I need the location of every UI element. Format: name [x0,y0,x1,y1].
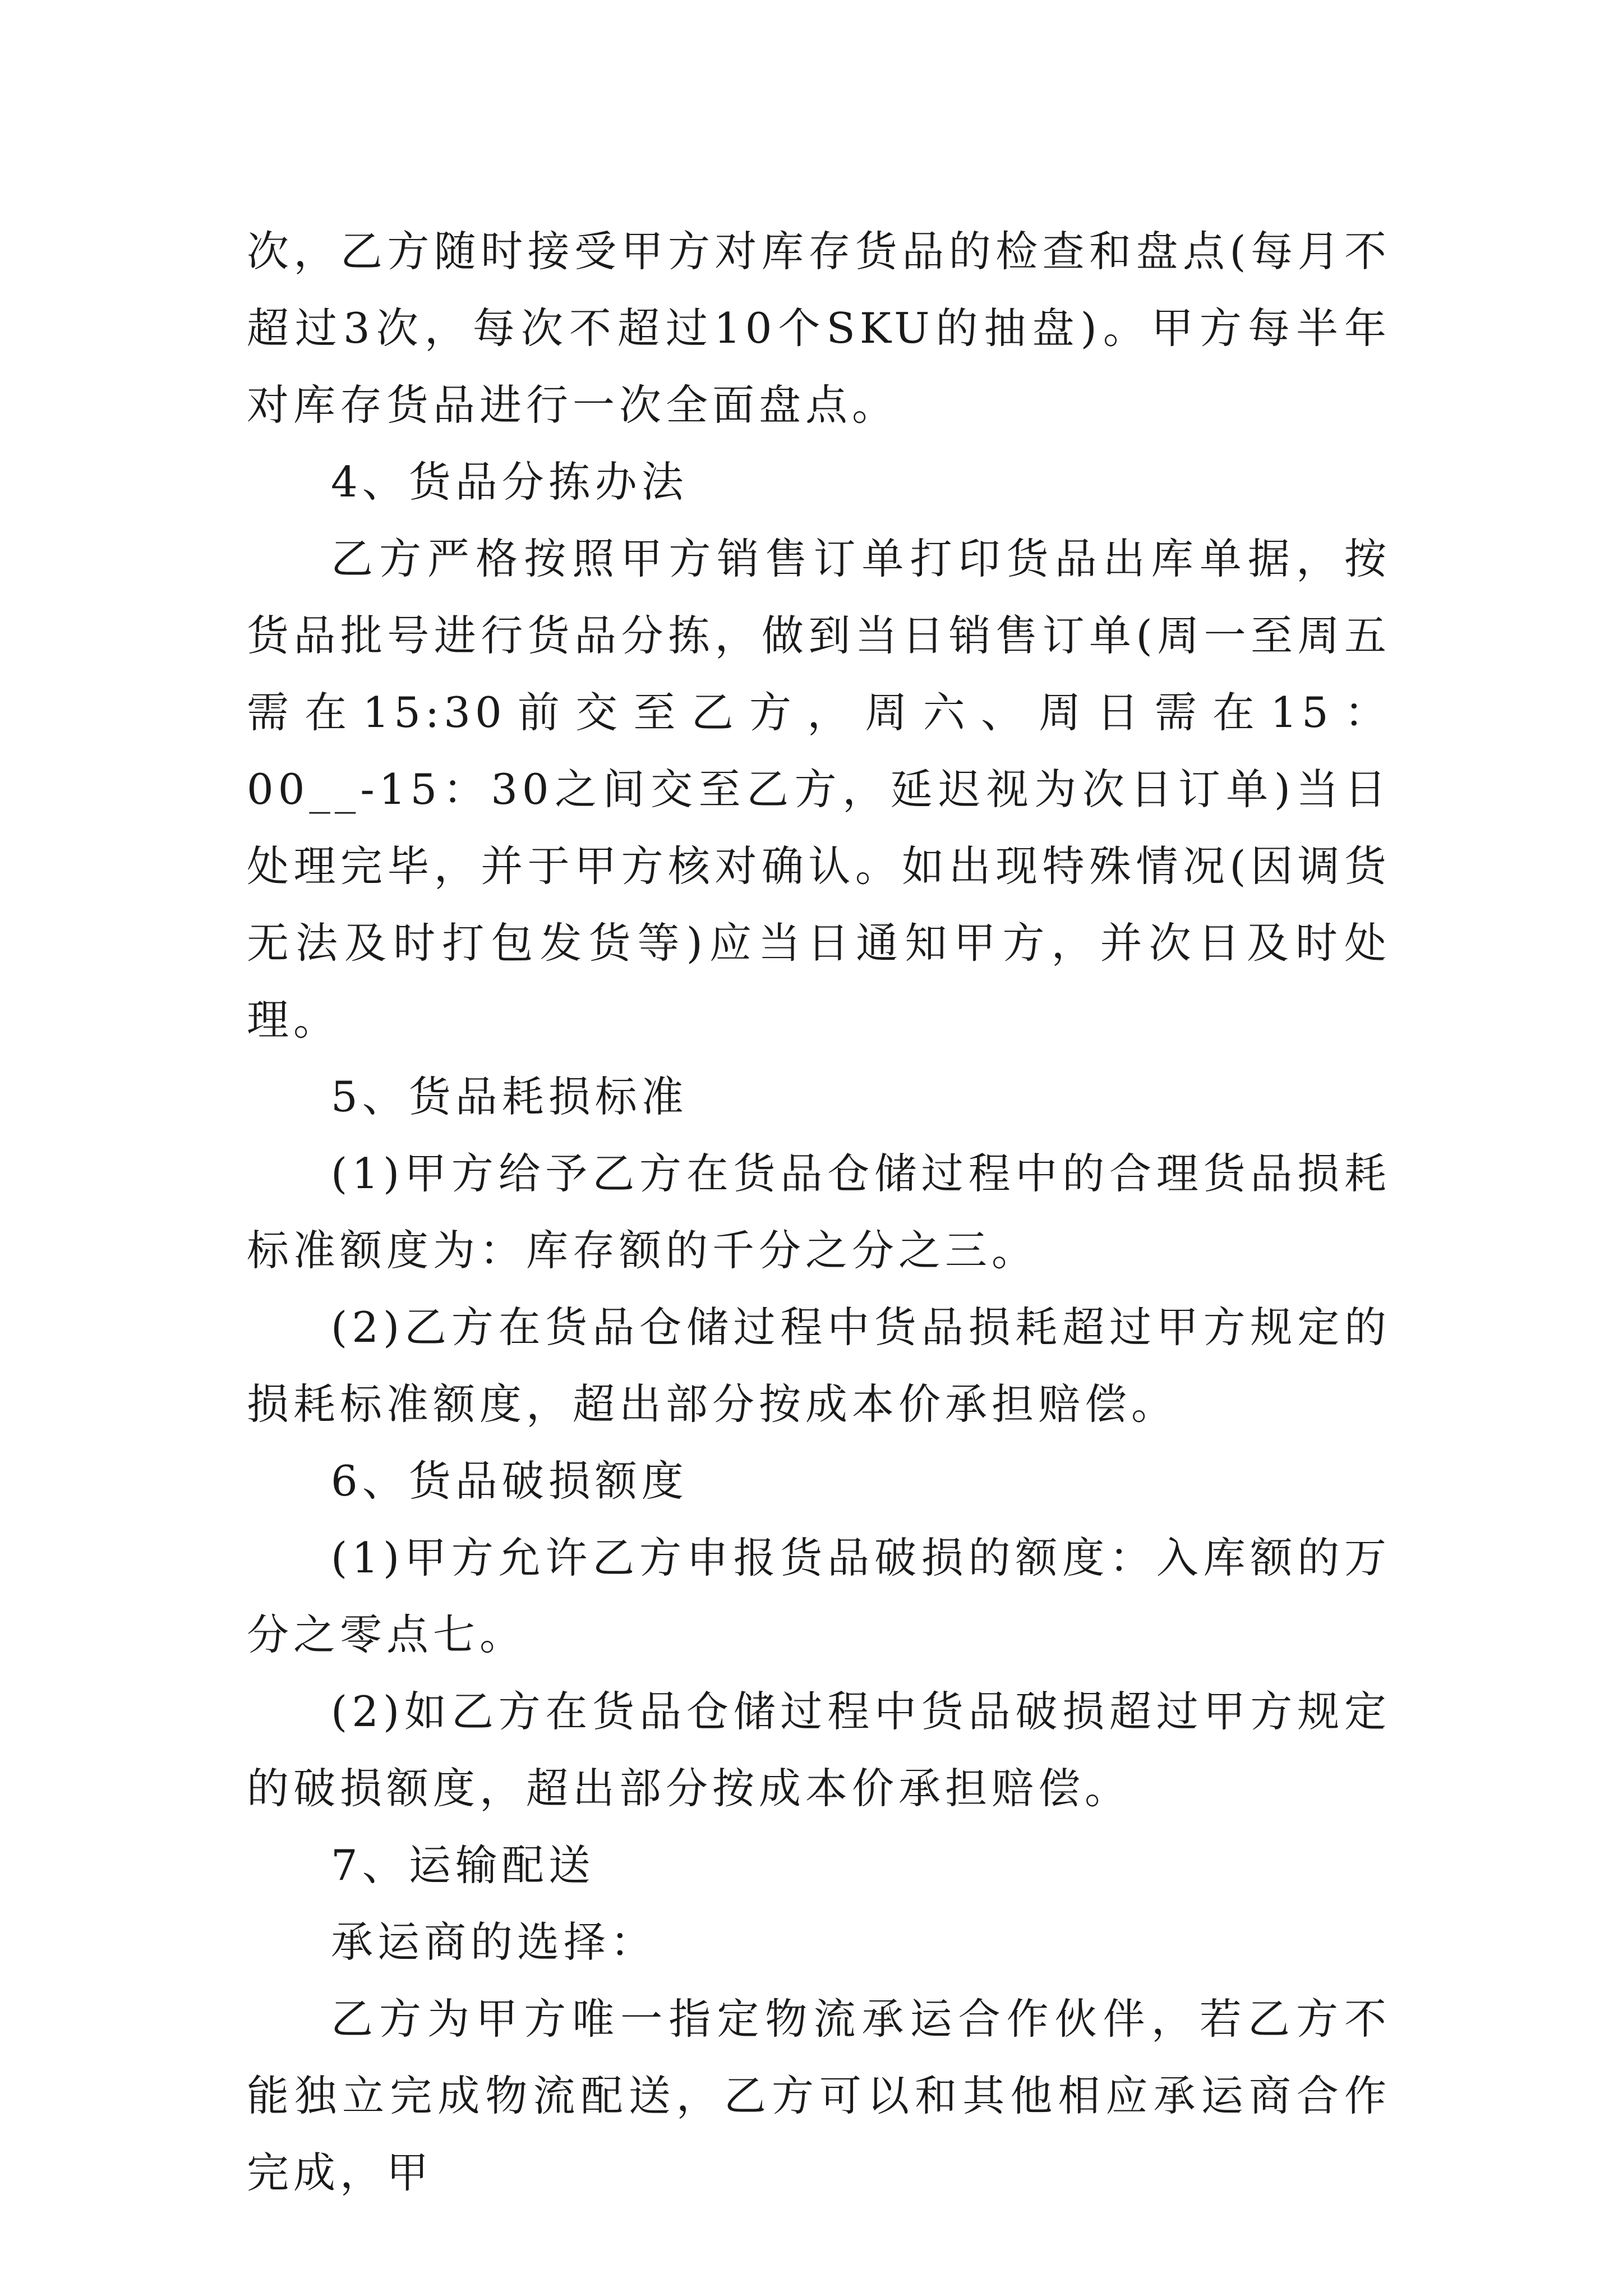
heading-sorting-method: 4、货品分拣办法 [331,457,688,507]
paragraph-sorting-method: 乙方严格按照甲方销售订单打印货品出库单据，按货品批号进行货品分拣，做到当日销售订单(周一至周五需在15:30前交至乙方，周六、周日需在15：00__-15：30之间交至乙方，延迟视为次日订单)当日处理完毕，并于甲方核对确认。如出现特殊情况(因调货无法及时打包发货等)应当日通知甲方，并次日及时处理。 [247,534,1391,1045]
paragraph-loss-standard-2: (2)乙方在货品仓储过程中货品损耗超过甲方规定的损耗标准额度，超出部分按成本价承担赔偿。 [247,1303,1391,1429]
heading-transport: 7、运输配送 [331,1841,595,1890]
document-body [247,213,1391,2211]
paragraph-carrier-selection: 乙方为甲方唯一指定物流承运合作伙伴，若乙方不能独立完成物流配送，乙方可以和其他相应承运商合作完成，甲 [247,1994,1391,2197]
heading-loss-standard: 5、货品耗损标准 [331,1072,688,1121]
paragraph-damage-limit-1: (1)甲方允许乙方申报货品破损的额度：入库额的万分之零点七。 [247,1533,1391,1659]
heading-damage-limit: 6、货品破损额度 [331,1456,688,1506]
paragraph-inventory-check: 次，乙方随时接受甲方对库存货品的检查和盘点(每月不超过3次，每次不超过10个SKU的抽盘)。甲方每半年对库存货品进行一次全面盘点。 [247,227,1391,430]
subheading-carrier-selection: 承运商的选择： [331,1917,657,1967]
paragraph-loss-standard-1: (1)甲方给予乙方在货品仓储过程中的合理货品损耗标准额度为：库存额的千分之分之三。 [247,1149,1391,1275]
paragraph-damage-limit-2: (2)如乙方在货品仓储过程中货品破损超过甲方规定的破损额度，超出部分按成本价承担赔偿。 [247,1687,1391,1813]
